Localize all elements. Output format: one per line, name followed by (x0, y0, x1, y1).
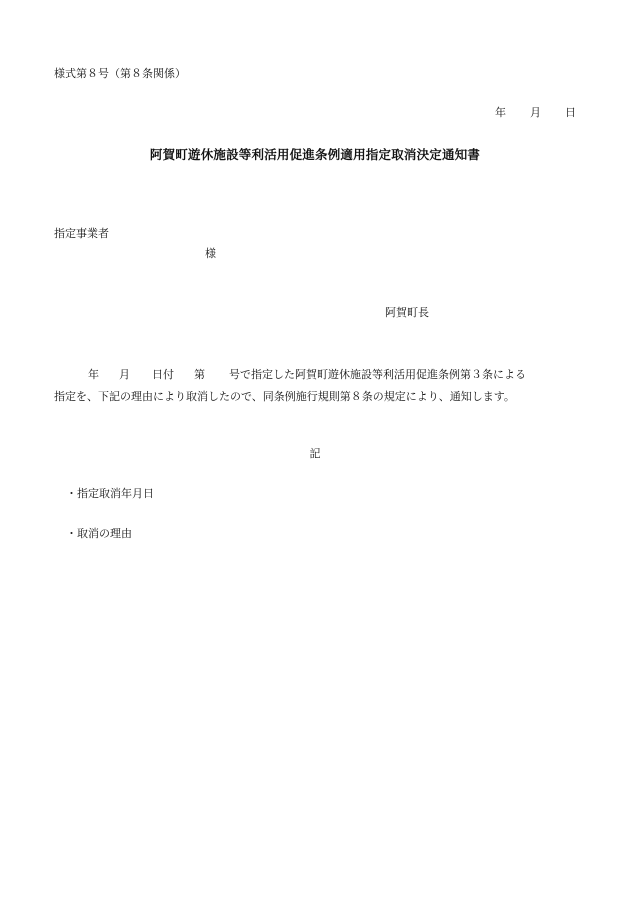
date-month-label: 月 (530, 106, 541, 119)
recipient-honorific: 様 (205, 247, 216, 260)
sender-name: 阿賀町長 (385, 306, 429, 319)
date-year-label: 年 (495, 106, 506, 119)
date-day-label: 日 (565, 106, 576, 119)
ki-heading: 記 (309, 447, 321, 460)
recipient-label: 指定事業者 (54, 227, 109, 240)
issue-date (495, 106, 576, 120)
body-month: 月 (119, 368, 130, 381)
body-line-1 (54, 364, 578, 386)
form-number: 様式第８号（第８条関係） (54, 67, 186, 80)
body-line-2: 指定を、下記の理由により取消したので、同条例施行規則第８条の規定により、通知します。 (54, 390, 515, 403)
body-number-prefix: 第 (194, 368, 205, 381)
body-line-1-rest: 号で指定した阿賀町遊休施設等利活用促進条例第３条による (229, 368, 526, 381)
document-title: 阿賀町遊休施設等利活用促進条例適用指定取消決定通知書 (149, 147, 481, 162)
list-item-cancellation-reason: ・取消の理由 (66, 527, 132, 540)
body-paragraph (54, 364, 578, 408)
list-item-cancellation-date: ・指定取消年月日 (66, 487, 154, 500)
body-day-date: 日付 (152, 368, 174, 381)
body-year: 年 (88, 368, 99, 381)
